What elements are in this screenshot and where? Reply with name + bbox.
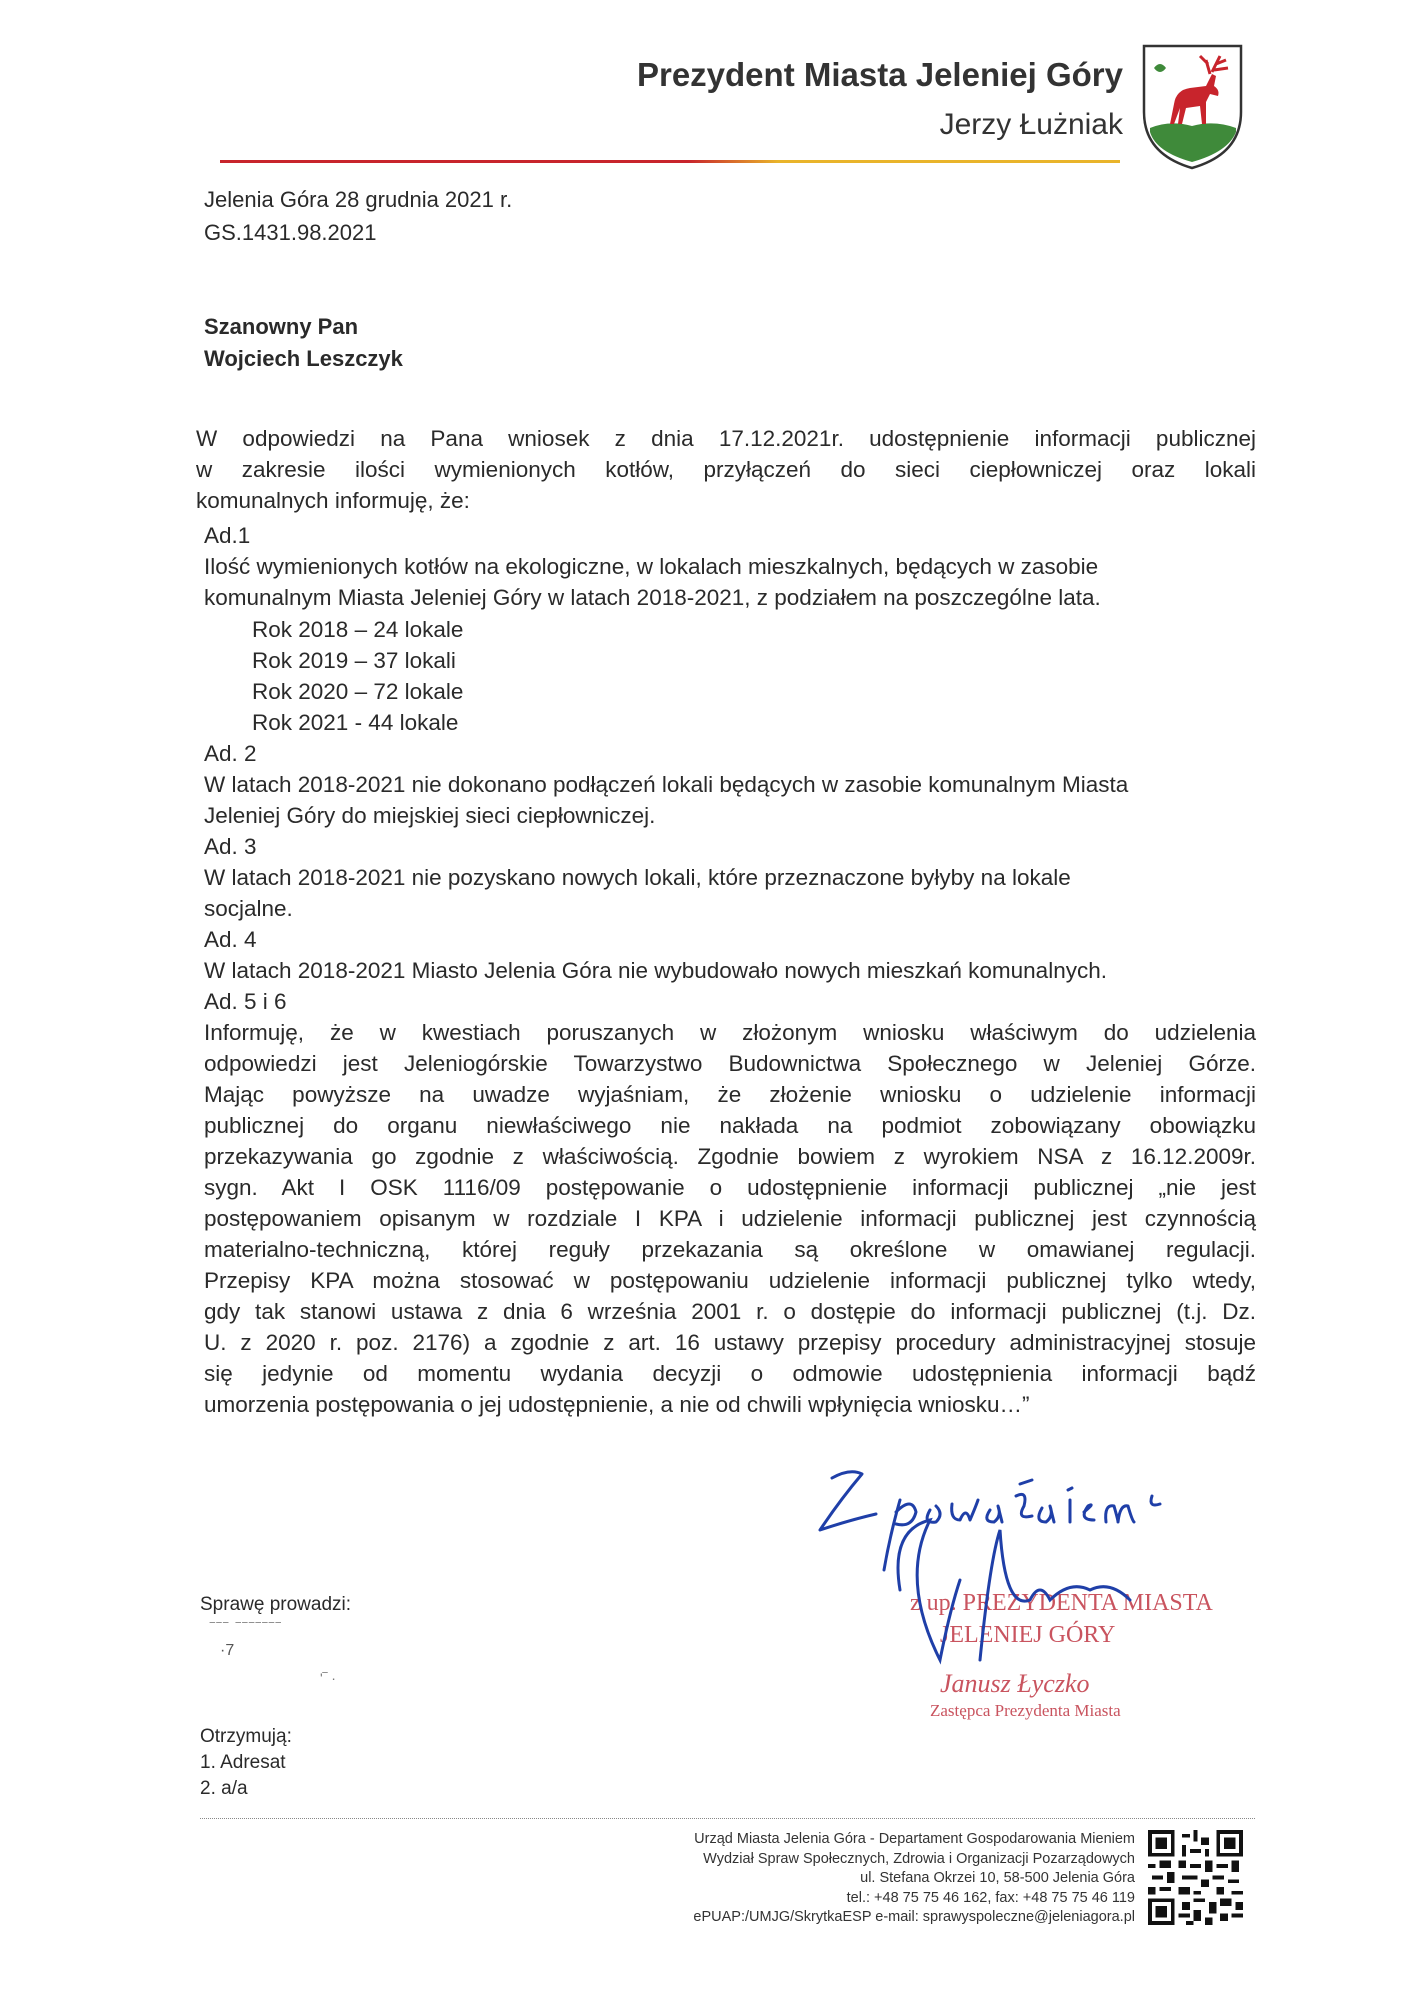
text-line: W latach 2018-2021 Miasto Jelenia Góra nie wybudowało nowych mieszkań komunalnych. xyxy=(204,958,1107,983)
footer-address xyxy=(693,1830,1135,1928)
text-line: odpowiedzi jest Jeleniogórskie Towarzystwo Budownictwa Społecznego w Jeleniej Górze. xyxy=(204,1051,1256,1076)
footer-divider xyxy=(200,1818,1255,1819)
stamp-name: Janusz Łyczko xyxy=(940,1669,1090,1698)
footer-line: Urząd Miasta Jelenia Góra - Departament Gospodarowania Mieniem xyxy=(694,1831,1135,1847)
recipients xyxy=(200,1724,292,1802)
list-item: Rok 2018 – 24 lokale xyxy=(252,617,464,642)
text-line: publicznej do organu niewłaściwego nie nakłada na podmiot zobowiązany obowiązku xyxy=(204,1113,1256,1138)
text-line: umorzenia postępowania o jej udostępnienie, a nie od chwili wpłynięcia wniosku…” xyxy=(204,1392,1030,1417)
text-line: komunalnym Miasta Jeleniej Góry w latach 2018-2021, z podziałem na poszczególne lata. xyxy=(204,585,1101,610)
text-line: w zakresie ilości wymienionych kotłów, przyłączeń do sieci ciepłowniczej oraz lokali xyxy=(196,457,1256,482)
list-item: Rok 2021 - 44 lokale xyxy=(252,710,459,735)
text-line: materialno-techniczną, której reguły przekazania są określone w omawianej regulacji. xyxy=(204,1237,1256,1262)
list-item: 1. Adresat xyxy=(200,1752,286,1773)
section-heading: Ad. 4 xyxy=(204,927,257,952)
text-line: się jedynie od momentu wydania decyzji o odmowie udostępnienia informacji bądź xyxy=(204,1361,1256,1386)
text-line: W odpowiedzi na Pana wniosek z dnia 17.12.2021r. udostępnienie informacji publicznej xyxy=(196,426,1256,451)
section-heading: Ad.1 xyxy=(204,523,251,548)
list-item: 2. a/a xyxy=(200,1778,248,1799)
text-line: Mając powyższe na uwadze wyjaśniam, że złożenie wniosku o udzielenie informacji xyxy=(204,1082,1256,1107)
handled-by-label: Sprawę prowadzi: xyxy=(200,1594,352,1615)
text-line: sygn. Akt I OSK 1116/09 postępowanie o udostępnienie informacji publicznej „nie jest xyxy=(204,1175,1256,1200)
qr-code-icon xyxy=(1148,1830,1243,1925)
footer-line: ul. Stefana Okrzei 10, 58-500 Jelenia Góra xyxy=(860,1870,1135,1886)
text-line: W latach 2018-2021 nie pozyskano nowych lokali, które przeznaczone byłyby na lokale xyxy=(204,865,1071,890)
section-heading: Ad. 5 i 6 xyxy=(204,989,287,1014)
section-ad2-ad4 xyxy=(204,738,1264,1017)
text-line: socjalne. xyxy=(204,896,293,921)
text-line: postępowaniem opisanym w rozdziale I KPA i udzielenie informacji publicznej jest czynnością xyxy=(204,1206,1256,1231)
footer-line: ePUAP:/UMJG/SkrytkaESP e-mail: sprawyspoleczne@jeleniagora.pl xyxy=(693,1909,1135,1925)
text-line: Przepisy KPA można stosować w postępowaniu udzielenie informacji publicznej tylko wtedy, xyxy=(204,1268,1256,1293)
header-title: Prezydent Miasta Jeleniej Góry xyxy=(636,56,1123,93)
signature-stamp-image xyxy=(780,1460,1250,1740)
stamp-line-2: JELENIEJ GÓRY xyxy=(940,1622,1116,1648)
coat-of-arms-icon xyxy=(1140,42,1245,172)
text-line: gdy tak stanowi ustawa z dnia 6 września 2001 r. o dostępie do informacji publicznej (t.j. Dz. xyxy=(204,1299,1256,1324)
header-divider xyxy=(220,160,1120,163)
addressee-name: Wojciech Leszczyk xyxy=(204,346,403,371)
text-line: U. z 2020 r. poz. 2176) a zgodnie z art. 16 ustawy przepisy procedury administracyjnej stosuje xyxy=(204,1330,1256,1355)
text-line: Ilość wymienionych kotłów na ekologiczne, w lokalach mieszkalnych, będących w zasobie xyxy=(204,554,1099,579)
recipients-label: Otrzymują: xyxy=(200,1726,292,1747)
text-line: Jeleniej Góry do miejskiej sieci ciepłowniczej. xyxy=(204,803,656,828)
letter-date: Jelenia Góra 28 grudnia 2021 r. xyxy=(204,187,513,212)
reference-number: GS.1431.98.2021 xyxy=(204,220,377,245)
intro-paragraph xyxy=(196,423,1256,516)
salutation: Szanowny Pan xyxy=(204,314,359,339)
section-ad1 xyxy=(204,520,1264,613)
text-line: przekazywania go zgodnie z właściwością. Zgodnie bowiem z wyrokiem NSA z 16.12.2009r. xyxy=(204,1144,1256,1169)
section-heading: Ad. 3 xyxy=(204,834,257,859)
stamp-role: Zastępca Prezydenta Miasta xyxy=(930,1701,1121,1720)
stamp-line-1: z up. PREZYDENTA MIASTA xyxy=(910,1590,1213,1616)
text-line: Informuję, że w kwestiach poruszanych w złożonym wniosku właściwym do udzielenia xyxy=(204,1020,1256,1045)
text-line: komunalnych informuję, że: xyxy=(196,488,470,513)
header-name: Jerzy Łużniak xyxy=(939,108,1123,141)
list-item: Rok 2019 – 37 lokali xyxy=(252,648,456,673)
footer-line: tel.: +48 75 75 46 162, fax: +48 75 75 46 119 xyxy=(846,1889,1135,1906)
years-list xyxy=(252,614,463,738)
redacted-area: ‾‾‾ ‾‾‾‾‾‾‾ ·7 '‾ · xyxy=(210,1620,336,1686)
footer-line: Wydział Spraw Społecznych, Zdrowia i Organizacji Pozarządowych xyxy=(703,1850,1135,1867)
text-line: W latach 2018-2021 nie dokonano podłączeń lokali będących w zasobie komunalnym Miasta xyxy=(204,772,1129,797)
section-heading: Ad. 2 xyxy=(204,741,257,766)
section-ad56 xyxy=(204,1017,1256,1420)
list-item: Rok 2020 – 72 lokale xyxy=(252,679,464,704)
